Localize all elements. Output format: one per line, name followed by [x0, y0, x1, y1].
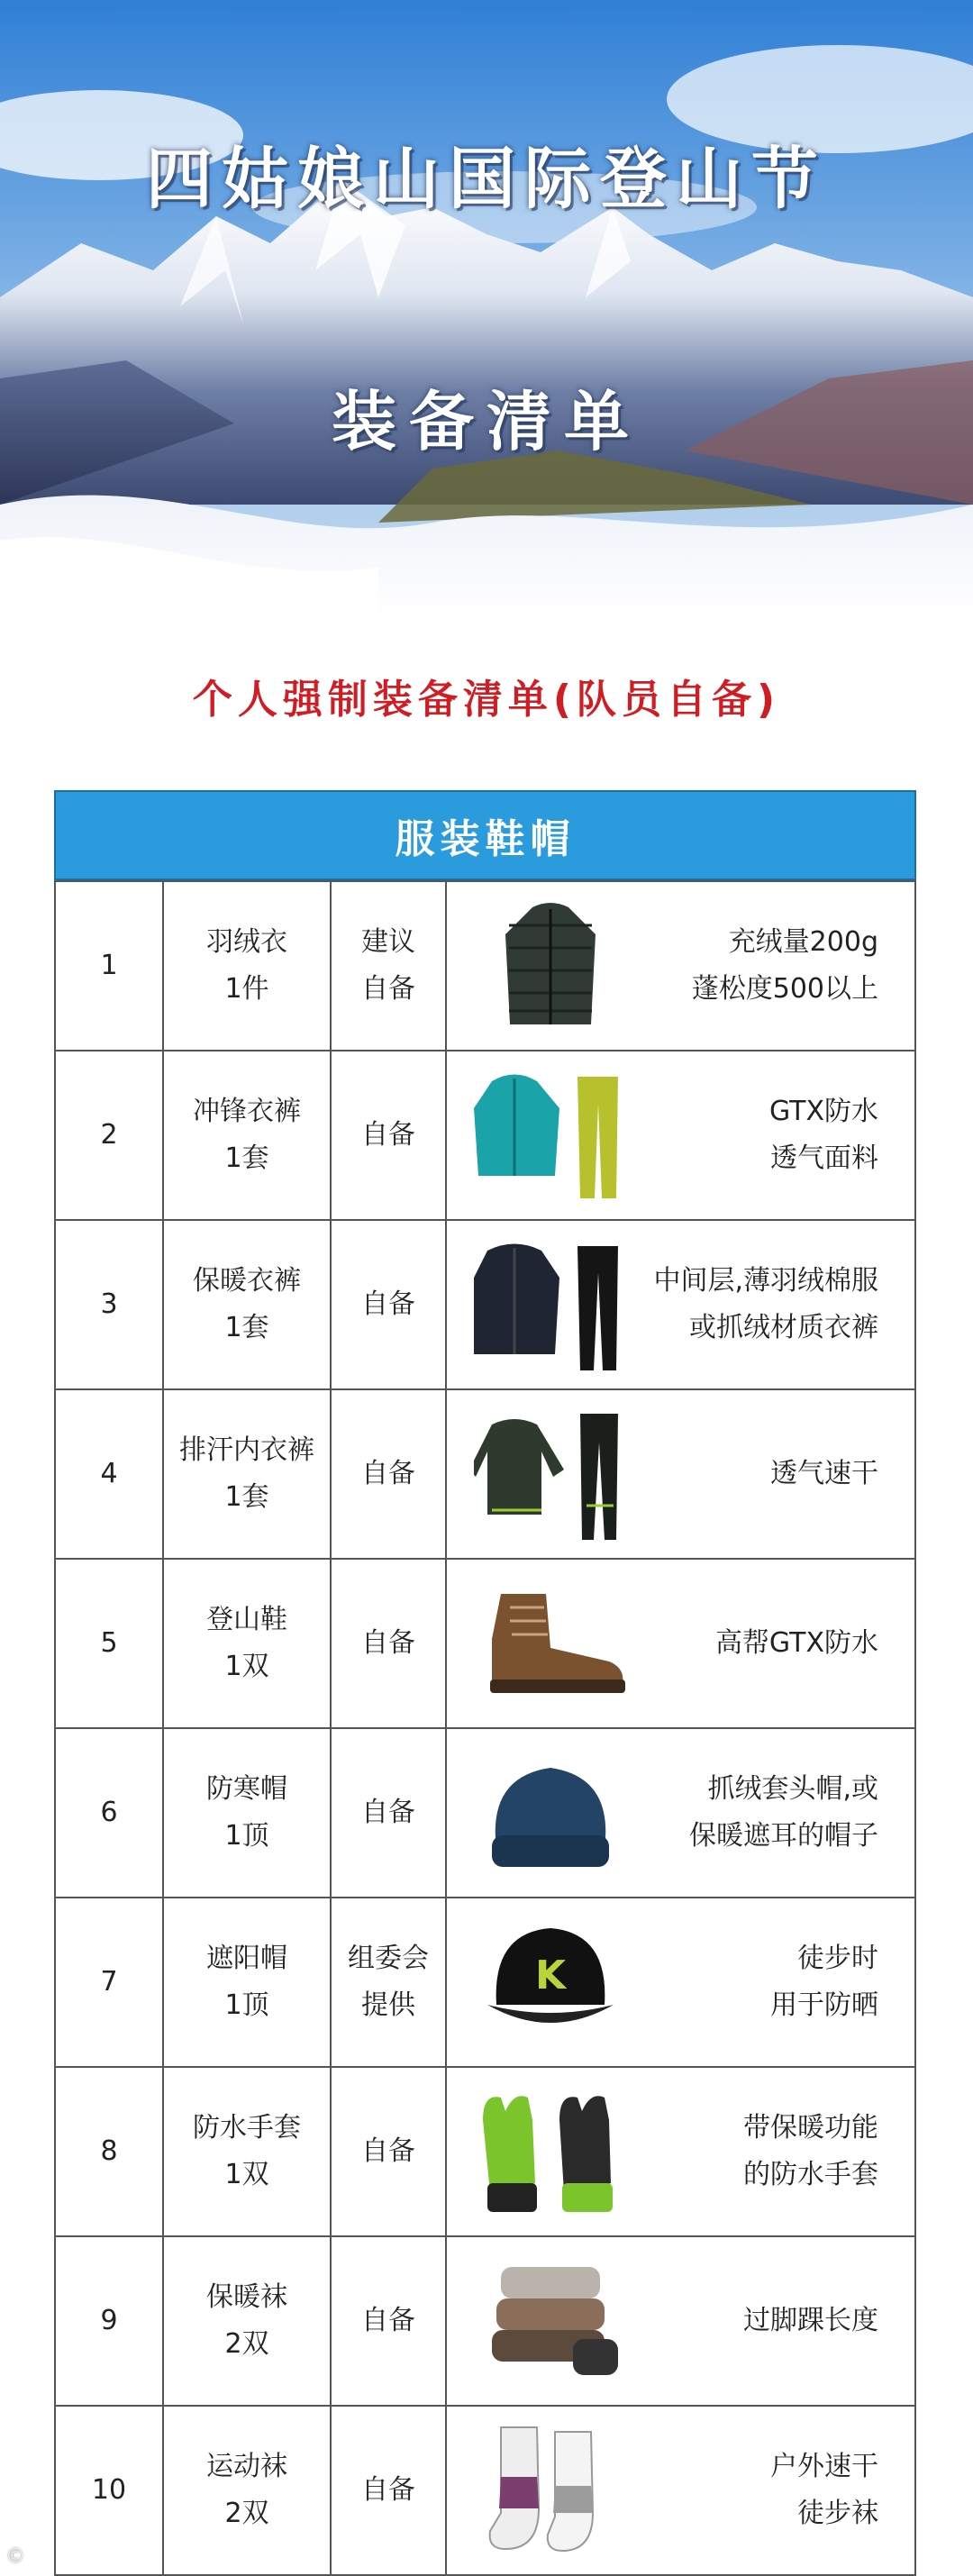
- fleece-jacket-pants-icon: [474, 1237, 627, 1372]
- equipment-table: [54, 790, 916, 2576]
- down-jacket-icon: [474, 898, 627, 1033]
- item-name: 遮阳帽 1顶: [163, 1898, 331, 2067]
- item-detail: [446, 1559, 915, 1728]
- item-note: 过脚踝长度: [743, 2304, 878, 2336]
- base-layer-icon: [474, 1406, 627, 1542]
- table-row: [55, 1559, 915, 1728]
- item-note: 充绒量200g 蓬松度500以上: [691, 925, 878, 1005]
- item-source: 自备: [331, 1051, 446, 1220]
- item-number: 9: [55, 2236, 163, 2406]
- wool-socks-icon: [474, 2253, 627, 2389]
- item-number: 8: [55, 2067, 163, 2236]
- item-detail: [446, 881, 915, 1051]
- item-source: 自备: [331, 2236, 446, 2406]
- item-source: 自备: [331, 1559, 446, 1728]
- table-row: [55, 2236, 915, 2406]
- equipment-table-body: [54, 880, 916, 2576]
- item-note: GTX防水 透气面料: [768, 1095, 878, 1174]
- item-source: 组委会 提供: [331, 1898, 446, 2067]
- item-name: 防水手套 1双: [163, 2067, 331, 2236]
- item-source: 建议 自备: [331, 881, 446, 1051]
- item-number: 2: [55, 1051, 163, 1220]
- item-name: 排汗内衣裤 1套: [163, 1389, 331, 1559]
- item-detail: [446, 1220, 915, 1389]
- item-note: 徒步时 用于防晒: [770, 1942, 878, 2021]
- item-detail: [446, 1389, 915, 1559]
- section-heading: 个人强制装备清单(队员自备): [192, 677, 781, 723]
- item-number: 1: [55, 881, 163, 1051]
- table-row: [55, 1728, 915, 1898]
- table-row: [55, 1051, 915, 1220]
- item-note: 带保暖功能 的防水手套: [743, 2111, 878, 2190]
- item-note: 高帮GTX防水: [714, 1626, 878, 1659]
- item-detail: [446, 1051, 915, 1220]
- table-header: 服装鞋帽: [54, 790, 916, 880]
- gloves-icon: [474, 2084, 627, 2219]
- banner-title: 四姑娘山国际登山节: [146, 141, 827, 218]
- item-note: 中间层,薄羽绒棉服 或抓绒材质衣裤: [653, 1264, 878, 1343]
- cap-icon: [474, 1915, 627, 2050]
- item-number: 6: [55, 1728, 163, 1898]
- item-source: 自备: [331, 1728, 446, 1898]
- item-source: 自备: [331, 2067, 446, 2236]
- item-name: 防寒帽 1顶: [163, 1728, 331, 1898]
- item-number: 10: [55, 2406, 163, 2575]
- item-number: 7: [55, 1898, 163, 2067]
- banner: [0, 0, 973, 622]
- item-number: 5: [55, 1559, 163, 1728]
- table-row: [55, 1389, 915, 1559]
- table-row: [55, 1898, 915, 2067]
- table-row: [55, 2406, 915, 2575]
- sport-socks-icon: [474, 2423, 627, 2558]
- item-note: 透气速干: [770, 1457, 878, 1489]
- item-source: 自备: [331, 1389, 446, 1559]
- item-source: 自备: [331, 2406, 446, 2575]
- item-name: 运动袜 2双: [163, 2406, 331, 2575]
- svg-text:K: K: [535, 1952, 567, 1998]
- item-note: 抓绒套头帽,或 保暖遮耳的帽子: [689, 1772, 878, 1852]
- item-detail: [446, 1728, 915, 1898]
- item-name: 保暖衣裤 1套: [163, 1220, 331, 1389]
- item-detail: [446, 2236, 915, 2406]
- hiking-boot-icon: [474, 1576, 627, 1711]
- item-name: 羽绒衣 1件: [163, 881, 331, 1051]
- item-number: 4: [55, 1389, 163, 1559]
- item-name: 保暖袜 2双: [163, 2236, 331, 2406]
- watermark: ©: [5, 2545, 25, 2568]
- mountain-scene-illustration: [0, 0, 973, 622]
- item-detail: [446, 2406, 915, 2575]
- banner-subtitle: 装备清单: [331, 384, 641, 460]
- item-number: 3: [55, 1220, 163, 1389]
- shell-jacket-pants-icon: [474, 1068, 627, 1203]
- item-detail: [446, 2067, 915, 2236]
- table-row: [55, 2067, 915, 2236]
- item-source: 自备: [331, 1220, 446, 1389]
- item-name: 冲锋衣裤 1套: [163, 1051, 331, 1220]
- beanie-icon: [474, 1745, 627, 1880]
- item-note: 户外速干 徒步袜: [770, 2450, 878, 2529]
- table-row: [55, 881, 915, 1051]
- item-name: 登山鞋 1双: [163, 1559, 331, 1728]
- item-detail: [446, 1898, 915, 2067]
- table-row: [55, 1220, 915, 1389]
